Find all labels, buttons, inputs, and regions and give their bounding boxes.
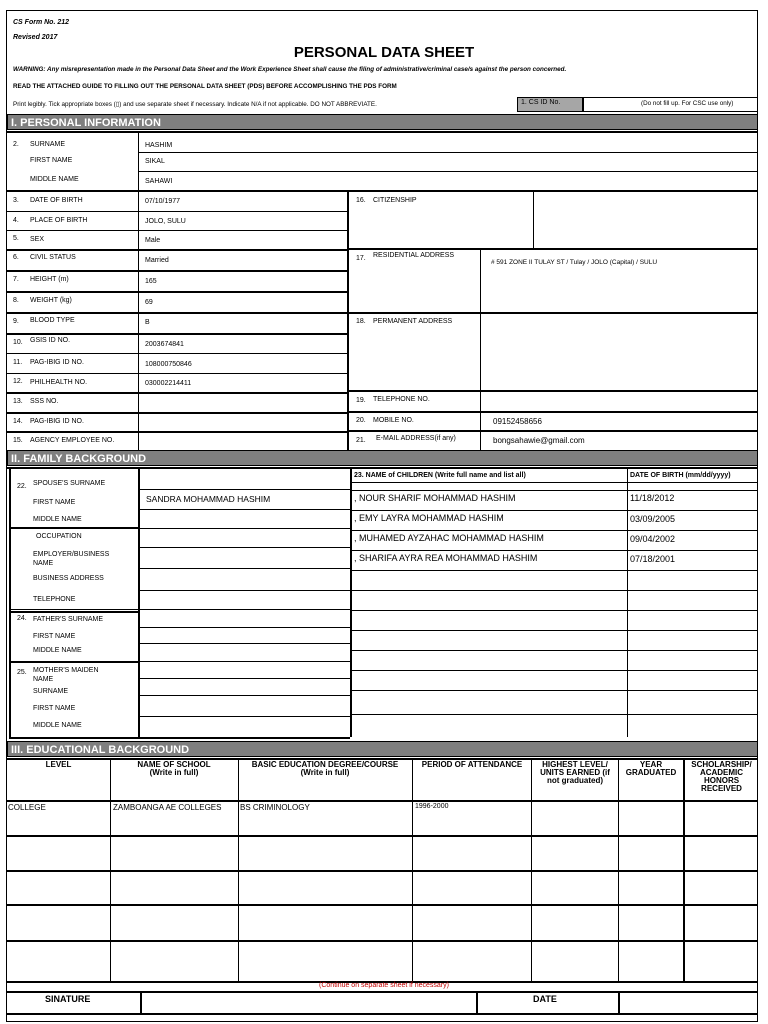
res-field[interactable]: # 591 ZONE II TULAY ST / Tulay / JOLO (Capital) / SULU — [491, 259, 658, 266]
weight-field[interactable]: 69 — [145, 299, 153, 306]
edu-header-highest: HIGHEST LEVEL/ UNITS EARNED (if not graduated) — [540, 760, 610, 785]
date-label: DATE — [533, 994, 557, 1004]
child-dob[interactable]: 11/18/2012 — [630, 493, 675, 503]
pagibig-label: PAG-IBIG ID NO. — [30, 359, 84, 366]
civil-field[interactable]: Married — [145, 257, 169, 264]
tin-label: PAG-IBIG ID NO. — [30, 418, 84, 425]
dob-field[interactable]: 07/10/1977 — [145, 198, 181, 205]
father-first-label: FIRST NAME — [33, 633, 76, 640]
agency-num: 15. — [13, 437, 23, 444]
firstname-field[interactable]: SIKAL — [145, 158, 165, 165]
surname-num: 2. — [13, 141, 19, 148]
signature-label: SINATURE — [45, 994, 91, 1004]
weight-label: WEIGHT (kg) — [30, 297, 72, 304]
mobile-field[interactable]: 09152458656 — [493, 417, 542, 426]
perm-label: PERMANENT ADDRESS — [373, 318, 453, 325]
edu-header-course: BASIC EDUCATION DEGREE/COURSE (Write in full) — [251, 760, 399, 777]
perm-num: 18. — [356, 318, 366, 325]
spouse-middle-label: MIDDLE NAME — [33, 516, 82, 523]
pagibig-num: 11. — [13, 359, 23, 366]
mobile-num: 20. — [356, 417, 366, 424]
father-middle-label: MIDDLE NAME — [33, 647, 82, 654]
child-dob[interactable]: 03/09/2005 — [630, 514, 676, 524]
form-number: CS Form No. 212 — [13, 19, 70, 26]
edu-course-cell[interactable]: BS CRIMINOLOGY — [240, 803, 310, 812]
child-dob[interactable]: 09/04/2002 — [630, 534, 676, 544]
section-educational-background: III. EDUCATIONAL BACKGROUND — [7, 741, 758, 757]
edu-header-school: NAME OF SCHOOL (Write in full) — [137, 760, 211, 777]
height-num: 7. — [13, 276, 19, 283]
section-personal-information: I. PERSONAL INFORMATION — [7, 114, 758, 130]
agency-label: AGENCY EMPLOYEE NO. — [30, 437, 115, 444]
citizenship-label: CITIZENSHIP — [373, 197, 417, 204]
pob-field[interactable]: JOLO, SULU — [145, 218, 186, 225]
guide-text: READ THE ATTACHED GUIDE TO FILLING OUT THE PERSONAL DATA SHEET (PDS) BEFORE ACCOMPLISHING THE PDS FORM — [13, 83, 397, 90]
tel-num: 19. — [356, 397, 366, 404]
email-num: 21. — [356, 437, 366, 444]
edu-level-cell[interactable]: COLLEGE — [8, 803, 46, 812]
edu-header-level: LEVEL — [45, 760, 72, 769]
mother-num: 25. — [17, 669, 27, 676]
email-field[interactable]: bongsahawie@gmail.com — [493, 436, 585, 445]
father-surname-label: FATHER'S SURNAME — [33, 616, 104, 623]
spouse-num: 22. — [17, 483, 27, 490]
sss-label: SSS NO. — [30, 398, 59, 405]
page-title: PERSONAL DATA SHEET — [293, 44, 475, 61]
philhealth-num: 12. — [13, 378, 23, 385]
mother-maiden-label: MOTHER'S MAIDEN NAME — [33, 667, 99, 683]
pob-num: 4. — [13, 217, 19, 224]
height-label: HEIGHT (m) — [30, 276, 69, 283]
gsis-label: GSIS ID NO. — [30, 337, 71, 344]
mother-middle-label: MIDDLE NAME — [33, 722, 82, 729]
surname-field[interactable]: HASHIM — [145, 142, 173, 149]
citizenship-num: 16. — [356, 197, 366, 204]
sex-label: SEX — [30, 236, 45, 243]
employer-label: EMPLOYER/BUSINESS NAME — [33, 551, 110, 567]
middlename-label: MIDDLE NAME — [30, 176, 79, 183]
dob-num: 3. — [13, 197, 19, 204]
blood-field[interactable]: B — [145, 319, 150, 326]
child-name[interactable]: , SHARIFA AYRA REA MOHAMMAD HASHIM — [354, 553, 538, 563]
sex-field[interactable]: Male — [145, 237, 161, 244]
cs-id-note: (Do not fill up. For CSC use only) — [641, 100, 734, 107]
children-dob-header: DATE OF BIRTH (mm/dd/yyyy) — [630, 472, 731, 479]
firstname-label: FIRST NAME — [30, 157, 73, 164]
mobile-label: MOBILE NO. — [373, 417, 414, 424]
child-name[interactable]: , MUHAMED AYZAHAC MOHAMMAD HASHIM — [354, 533, 544, 543]
section-family-background: II. FAMILY BACKGROUND — [7, 450, 758, 466]
dob-label: DATE OF BIRTH — [30, 197, 83, 204]
child-name[interactable]: , EMY LAYRA MOHAMMAD HASHIM — [354, 513, 504, 523]
spouse-surname-label: SPOUSE'S SURNAME — [33, 480, 106, 487]
form-revised: Revised 2017 — [13, 34, 58, 41]
child-name[interactable]: , NOUR SHARIF MOHAMMAD HASHIM — [354, 493, 516, 503]
continue-note: (Continue on separate sheet if necessary) — [319, 982, 449, 989]
children-header: 23. NAME of CHILDREN (Write full name and list all) — [354, 472, 526, 479]
res-num: 17. — [356, 255, 366, 262]
middlename-field[interactable]: SAHAWI — [145, 178, 173, 185]
date-field[interactable] — [620, 993, 756, 1012]
edu-period-cell[interactable]: 1996-2000 — [415, 803, 449, 810]
edu-header-year: YEAR GRADUATED — [625, 760, 677, 777]
occupation-label: OCCUPATION — [36, 533, 82, 540]
blood-num: 9. — [13, 318, 19, 325]
sss-num: 13. — [13, 398, 23, 405]
instructions-text: Print legibly. Tick appropriate boxes (▯) and use separate sheet if necessary. Indicate N/A if not applicable. DO NOT ABBREVIATE. — [13, 101, 377, 108]
tin-num: 14. — [13, 418, 23, 425]
height-field[interactable]: 165 — [145, 278, 157, 285]
civil-num: 6. — [13, 254, 19, 261]
mother-first-label: FIRST NAME — [33, 705, 76, 712]
civil-label: CIVIL STATUS — [30, 254, 76, 261]
philhealth-label: PHILHEALTH NO. — [30, 379, 88, 386]
gsis-field[interactable]: 2003674841 — [145, 341, 184, 348]
mother-surname-label: SURNAME — [33, 688, 69, 695]
telephone-label: TELEPHONE — [33, 596, 76, 603]
sex-num: 5. — [13, 235, 19, 242]
edu-header-period: PERIOD OF ATTENDANCE — [421, 760, 523, 769]
gsis-num: 10. — [13, 339, 23, 346]
email-label: E-MAIL ADDRESS(if any) — [376, 435, 456, 442]
pagibig-field[interactable]: 108000750846 — [145, 361, 192, 368]
warning-text: WARNING: Any misrepresentation made in the Personal Data Sheet and the Work Experience Sheet shall cause the filing of administrative/criminal case/s against the person concerned. — [13, 66, 567, 73]
surname-label: SURNAME — [30, 141, 66, 148]
weight-num: 8. — [13, 297, 19, 304]
spouse-first-field[interactable]: SANDRA MOHAMMAD HASHIM — [146, 494, 271, 504]
father-num: 24. — [17, 615, 27, 622]
signature-field[interactable] — [142, 993, 476, 1012]
cs-id-label: 1. CS ID No. — [521, 99, 561, 106]
pob-label: PLACE OF BIRTH — [30, 217, 88, 224]
child-dob[interactable]: 07/18/2001 — [630, 554, 676, 564]
spouse-first-label: FIRST NAME — [33, 499, 76, 506]
edu-school-cell[interactable]: ZAMBOANGA AE COLLEGES — [113, 803, 222, 812]
blood-label: BLOOD TYPE — [30, 317, 75, 324]
edu-header-honors: SCHOLARSHIP/ ACADEMIC HONORS RECEIVED — [691, 760, 752, 793]
business-address-label: BUSINESS ADDRESS — [33, 575, 104, 582]
tel-label: TELEPHONE NO. — [373, 396, 430, 403]
philhealth-field[interactable]: 030002214411 — [145, 380, 192, 387]
res-label: RESIDENTIAL ADDRESS — [373, 252, 455, 259]
